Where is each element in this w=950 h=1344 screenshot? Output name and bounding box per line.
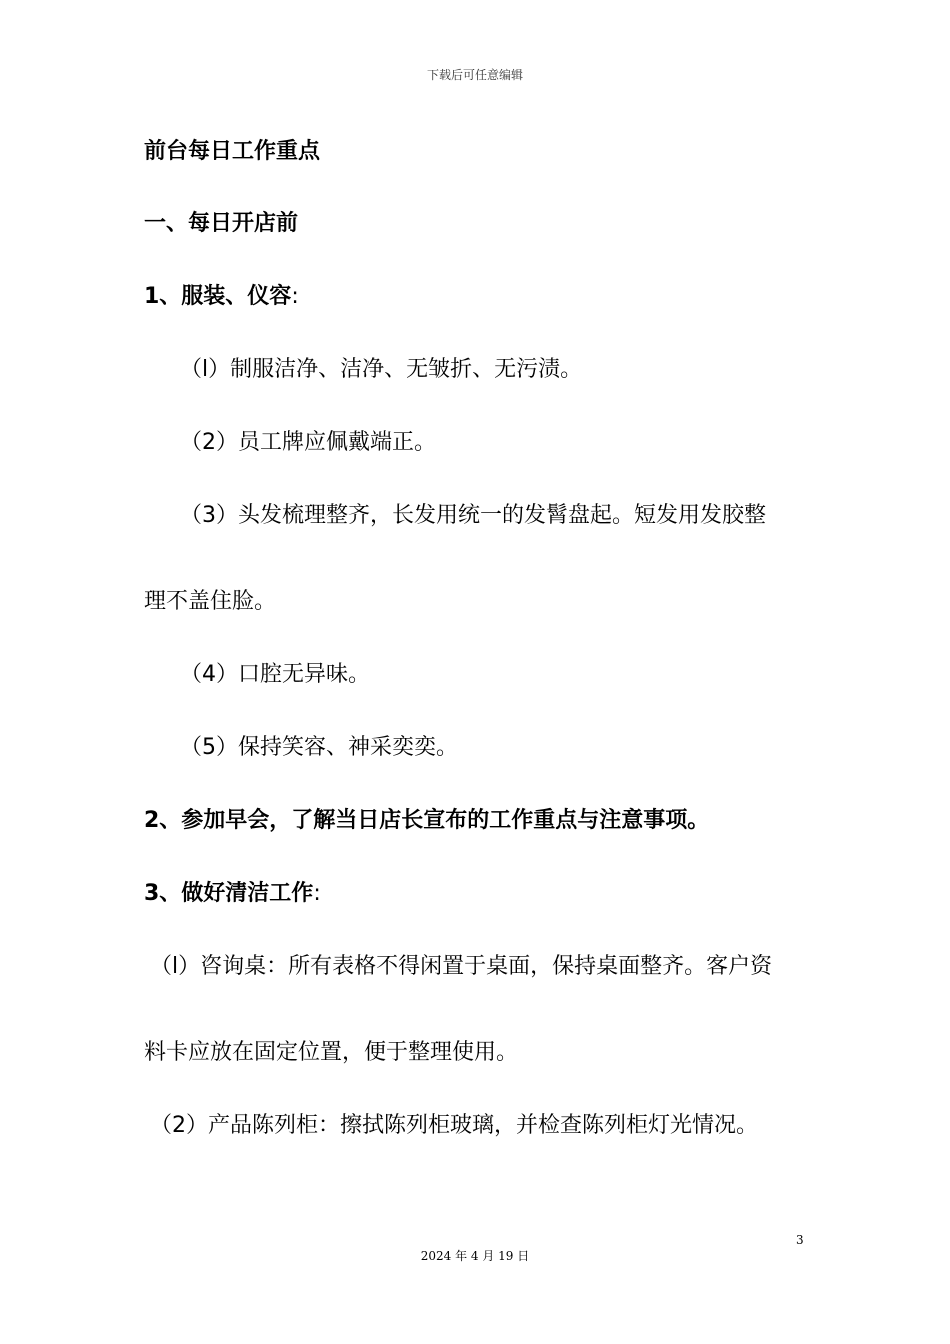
footer-date: 2024 年 4 月 19 日: [420, 1249, 530, 1263]
item-3-heading-line: [144, 879, 321, 909]
page-header-note: 下载后可任意编辑: [426, 68, 523, 82]
item-1-sub-5: （5）保持笑容、神采奕奕。: [180, 735, 458, 760]
item-2: 2、参加早会，了解当日店长宣布的工作重点与注意事项。: [144, 808, 710, 833]
item-3-heading: 3、做好清洁工作: [144, 881, 314, 906]
item-1-heading: 1、服装、仪容: [144, 284, 292, 309]
item-1-sub-1: （l）制服洁净、洁净、无皱折、无污渍。: [180, 357, 583, 382]
item-3-colon: :: [313, 881, 321, 906]
item-1-sub-3-line-2: 理不盖住脸。: [144, 589, 277, 614]
item-1-colon: :: [291, 284, 299, 309]
item-1-sub-2: （2）员工牌应佩戴端正。: [180, 430, 436, 455]
page-number: 3: [796, 1233, 804, 1247]
document-title: 前台每日工作重点: [144, 139, 321, 164]
item-1-sub-4: （4）口腔无异味。: [180, 662, 370, 687]
item-1-sub-3-line-1: （3）头发梳理整齐，长发用统一的发髾盘起。短发用发胶整: [180, 503, 766, 528]
item-3-sub-2: （2）产品陈列柜：擦拭陈列柜玻璃，并检查陈列柜灯光情况。: [150, 1113, 758, 1138]
item-3-sub-1-line-1: （l）咨询桌：所有表格不得闲置于桌面，保持桌面整齐。客户资: [150, 954, 773, 979]
item-1-heading-line: [144, 282, 299, 312]
section-heading: 一、每日开店前: [144, 211, 299, 236]
item-3-sub-1-line-2: 料卡应放在固定位置，便于整理使用。: [144, 1040, 519, 1065]
